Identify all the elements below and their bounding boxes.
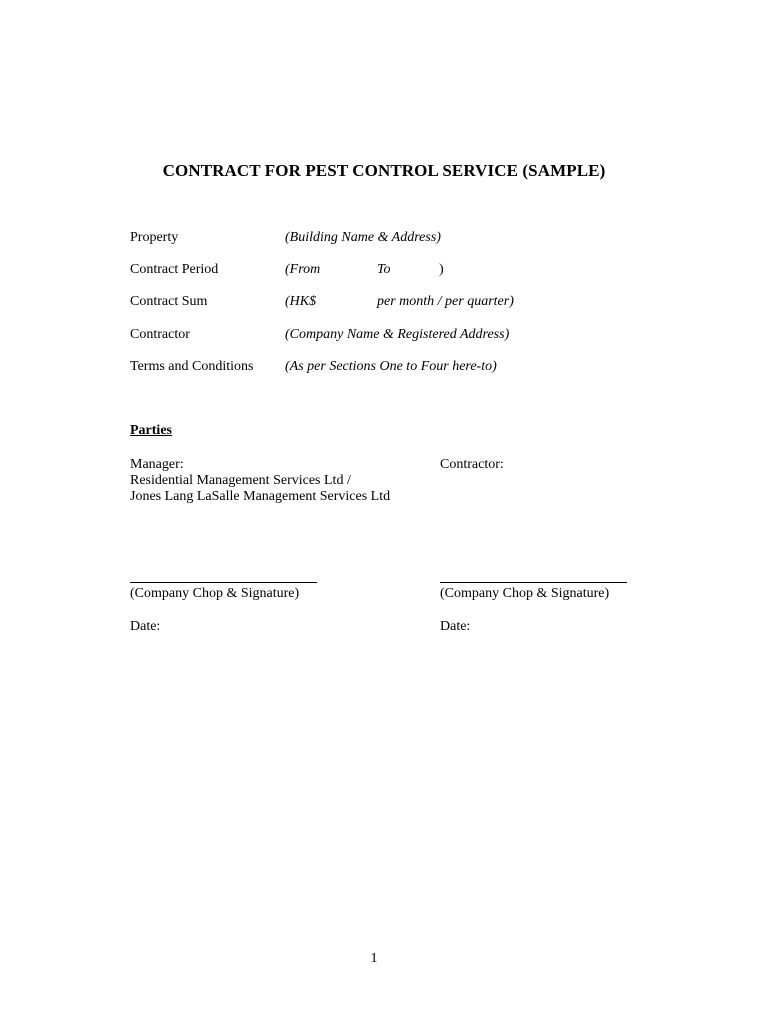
period-to: To [377,262,391,277]
manager-signature-line [130,582,317,583]
manager-company-line1: Residential Management Services Ltd / [130,473,351,488]
manager-label: Manager: [130,457,184,472]
field-value: (As per Sections One to Four here-to) [285,359,497,374]
sum-currency: (HK$ [285,294,317,309]
period-close: ) [439,262,444,277]
parties-heading: Parties [130,423,172,438]
field-label: Contract Sum [130,294,208,309]
period-from: (From [285,262,321,277]
field-value: (Company Name & Registered Address) [285,327,510,342]
field-label: Contract Period [130,262,219,277]
field-label: Terms and Conditions [130,359,254,374]
contractor-signature-line [440,582,627,583]
contractor-date-label: Date: [440,619,471,634]
sum-unit: per month / per quarter) [377,294,514,309]
manager-company-line2: Jones Lang LaSalle Management Services Ltd [130,489,391,504]
page-number: 1 [370,951,378,966]
field-label: Contractor [130,327,190,342]
contractor-label: Contractor: [440,457,504,472]
manager-date-label: Date: [130,619,161,634]
manager-signature-caption: (Company Chop & Signature) [130,586,300,601]
field-value: (Building Name & Address) [285,230,441,245]
contractor-signature-caption: (Company Chop & Signature) [440,586,610,601]
document-title: CONTRACT FOR PEST CONTROL SERVICE (SAMPLE) [162,161,606,180]
field-label: Property [130,230,179,245]
